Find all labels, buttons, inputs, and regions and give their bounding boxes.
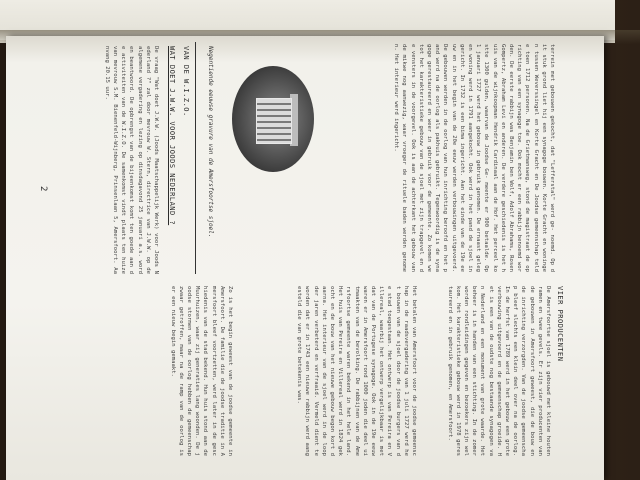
page-number: 2 (38, 186, 48, 192)
wizo-heading: WAT DOET J.W.W. VOOR JOODS NEDERLAND ? (168, 46, 176, 226)
right-column-text-2: Het betalen van Amersfoort voor de joodse gemeenschap in de raadsvergadering van 1 juli 1727 werd het bouwen van de sjoel door de joodse burgers van de stad toegestaan. Het ontwerp is van Pereira en Villereal, waarbij het ontwerp vergelijkbaar is met dat van de Portugese synagoge. Ook in de 19e eeuw waren er in Amersfoort rond 1000 joden die deel uitmaakten van de bevolking. De rabbijnen van de Amersfoortse gemeente waren bekend in het hele land. Het huis van Pereira en Villereal werd in 1824 gekocht en de bouw van het nieuwe gebouw begon kort daarna. Het interieur van de sjoel werd in de loop der jaren verbeterd en verfraaid. Vermeld dient te worden dat er in 1743 een nieuwe rabbijn werd aangesteld die van grote betekenis was. (296, 286, 417, 456)
right-column-text: De Amersfoortse sjoel is gebouwd met kleine houten ramen en twee gevels. Er zijn vier producenten van de gebouwen in Amersfoort geweest, die de bouw en de inrichting verzorgden. Van de joodse gemeenschap bleef slechts een klein deel over na de oorlog. In de herfst van 1789 werd in het gebouw een grote verbouwing uitgevoerd en de gemeenschap groeide. Het is een van de oudste nog bestaande synagogen van Nederland en een monument van grote waarde. Het beheer is in handen van een stichting. In de zomer worden rondleidingen gegeven en bezoekers zijn welkom. Het karakteristieke gebouw werd in 1978 gerestaureerd en in gebruik genomen, en Amersfoort. (446, 286, 551, 456)
section-divider (195, 42, 196, 274)
right-column-text-3: Zo is het begin geweest van de joodse gemeente in Amersfoort. De familie die de joodse traditie in Amersfoort bleef voortzetten, werd later in de geschiedenis van de stad bekend. Hun huis stond aan de Muurhuizen, waar zij generaties lang woonden. De joodse stormen van de oorlog hebben de gemeenschap zwaar getroffen, maar na de ramp van de oorlog is er een nieuw begin gemaakt. (169, 286, 233, 456)
document-page (6, 36, 604, 480)
engraving-caption: Negentiende eeuwse gravure van de Amersfoortse sjoel. (207, 46, 214, 238)
synagogue-engraving (232, 66, 314, 172)
right-column-heading: VIER PRODUCENTEN (556, 286, 564, 362)
rotated-page-content (6, 36, 604, 480)
wizo-label: VAN DE W.I.Z.O. (182, 46, 190, 117)
history-column: terrein met gebouwen gekocht, dat "Lefferstal" werd ge- noemd. Op dit stuk grond liet hij een synagoge bouwen. Korte Gracht en woningen tussen Weverssingel en Korte Gracht en De Joodse gemeenschap telde toen 1712 personen. Na de Grietmansweg, stond de magistraat de oprichting van een synagoge toe. Ook mocht er een rabbijn benoemd worden. De eerste rabbijn was Benjamin ben Wolf, Adolf Abrahams, Rosen Gompertz, Abraham Levi en anderen. De verdere geschiedenis is het huis van de wijnkoopman Hendrik Cardinaal aan de Hof. Het perceel kostte 1300 gulden, waarvan de Joodse Ge- meente er 900 betaalde. Op 1 januari 1727 werd het gebouw in gebruik genomen. De ernaast gelegen woning werd in 1791 aangekocht. Ook werd in het pand de sjoel ingericht. In 1732 is een bima ingericht. Aan het einde van de 19e eeuw en in het begin van de 20e eeuw werden verbouwingen uitgevoerd. De gebouwen werden in de oorlog van hun inrichting beroofd en het pand werd na de oorlog als pakhuis gebruikt. Tegenwoordig is de synagoge gerestaureerd en weer in gebruik voor de gemeente. Zo komen we tot het karakteristieke gebouw van de sjoel met zijn trapgevel en de vensters in de voorgevel. Ook is aan de achterkant het gebouw van de mikwe nog aanwezig, waar vroeger de rituele baden werden genomen. Het interieur werd ingericht. (393, 44, 555, 272)
wizo-text: De vraag "Wat doet J.W.W. (Joods Maatschappelijk Werk) voor Joods Nederland ?" zal door mevrouw W. Stern, directrice van J.W.W. op de algemene vergadering en lezing op dinsdagavond 25 januari a.s. worden beantwoord. De opbrengst van de bijeenkomst komt ten goede aan de activiteiten van de W.I.Z.O. De samenkomst vindt plaats ten huize van mevrouw S.M. Bienenfeld-Wijnberg, Prinsenlaan 5, Amersfoort. Aanvang 20.15 uur. (103, 46, 159, 274)
engraving-building (256, 98, 292, 144)
